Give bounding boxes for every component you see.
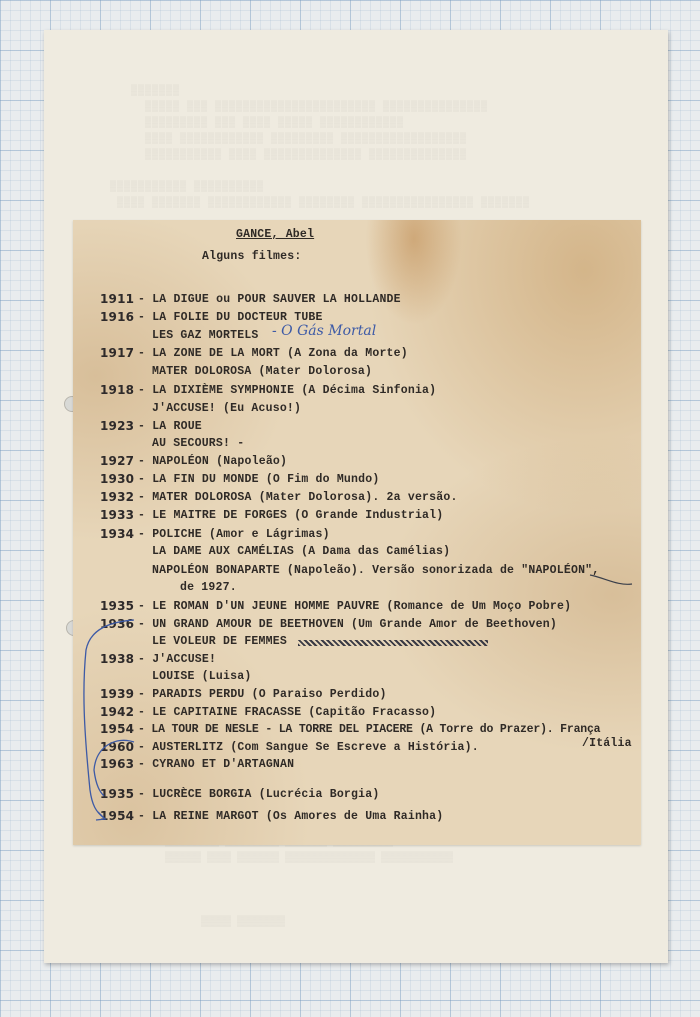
- entry-year: 1939: [100, 687, 135, 701]
- entry-year: 1942: [100, 705, 135, 719]
- entry-year: 1954: [100, 722, 135, 736]
- entry-title: LES GAZ MORTELS: [152, 329, 259, 342]
- entry-title: - LE MAITRE DE FORGES (O Grande Industrial): [138, 509, 444, 522]
- entry-title: - POLICHE (Amor e Lágrimas): [138, 528, 330, 541]
- entry-title: - NAPOLÉON (Napoleão): [138, 455, 288, 468]
- crease-mark: [590, 575, 632, 584]
- entry-title: MATER DOLOROSA (Mater Dolorosa): [152, 365, 373, 378]
- entry-year: 1954: [100, 809, 135, 823]
- document-subtitle: Alguns filmes:: [202, 250, 302, 263]
- entry-year: 1935: [100, 787, 135, 801]
- pen-arrowhead: [96, 812, 105, 820]
- entry-year: 1932: [100, 490, 135, 504]
- entry-title: - LUCRÈCE BORGIA (Lucrécia Borgia): [138, 788, 380, 801]
- entry-title: de 1927.: [180, 581, 237, 594]
- entry-title: J'ACCUSE! (Eu Acuso!): [152, 402, 302, 415]
- entry-year: 1911: [100, 292, 135, 306]
- document-title: GANCE, Abel: [236, 228, 315, 241]
- entry-title: - PARADIS PERDU (O Paraiso Perdido): [138, 688, 387, 701]
- entry-title: - AUSTERLITZ (Com Sangue Se Escreve a História).: [138, 741, 479, 754]
- entry-year: 1927: [100, 454, 135, 468]
- entry-title: - LE CAPITAINE FRACASSE (Capitão Fracasso): [138, 706, 437, 719]
- entry-title: - LA ROUE: [138, 420, 202, 433]
- handwritten-note: - O Gás Mortal: [272, 323, 377, 339]
- pen-arrow-line: [84, 620, 134, 818]
- entry-year: 1935: [100, 599, 135, 613]
- entry-title: - CYRANO ET D'ARTAGNAN: [138, 758, 295, 771]
- entry-title-continuation: /Itália: [582, 737, 632, 750]
- entry-year: 1923: [100, 419, 135, 433]
- entry-year: 1917: [100, 346, 135, 360]
- entry-year: 1934: [100, 527, 135, 541]
- entry-title: - LE ROMAN D'UN JEUNE HOMME PAUVRE (Romance de Um Moço Pobre): [138, 600, 572, 613]
- entry-year: 1960: [100, 740, 135, 754]
- faded-backing-text: ▒▒▒▒▒▒▒ ▒▒▒▒▒ ▒▒▒ ▒▒▒▒▒▒▒▒▒▒▒▒▒▒▒▒▒▒▒▒▒▒▒ ▒▒▒▒▒▒▒▒▒▒▒▒▒▒▒ ▒▒▒▒▒▒▒▒▒ ▒▒▒ ▒▒▒▒ ▒▒▒▒▒ ▒▒▒▒▒▒▒▒▒▒▒▒ ▒▒▒▒ ▒▒▒▒▒▒▒▒▒▒▒▒ ▒▒▒▒▒▒▒▒▒ ▒▒▒▒▒▒▒▒▒▒▒▒▒▒▒▒▒▒ ▒▒▒▒▒▒▒▒▒▒▒ ▒▒▒▒ ▒▒▒▒▒▒▒▒▒▒▒▒▒▒ ▒▒▒▒▒▒▒▒▒▒▒▒▒▒ ▒▒▒▒▒▒▒▒▒▒▒ ▒▒▒▒▒▒▒▒▒▒ ▒▒▒▒ ▒▒▒▒▒▒▒ ▒▒▒▒▒▒▒▒▒▒▒▒ ▒▒▒▒▒▒▒▒ ▒▒▒▒▒▒▒▒▒▒▒▒▒▒▒▒ ▒▒▒▒▒▒▒: [110, 86, 531, 209]
- pen-arrow-curl: [94, 740, 134, 796]
- entry-year: 1938: [100, 652, 135, 666]
- entry-year: 1930: [100, 472, 135, 486]
- entry-year: 1963: [100, 757, 135, 771]
- entry-title: - MATER DOLOROSA (Mater Dolorosa). 2a versão.: [138, 491, 458, 504]
- entry-title: - LA DIXIÈME SYMPHONIE (A Décima Sinfonia): [138, 384, 437, 397]
- entry-title: - LA ZONE DE LA MORT (A Zona da Morte): [138, 347, 408, 360]
- entry-title: - LA FOLIE DU DOCTEUR TUBE: [138, 311, 323, 324]
- entry-year: 1918: [100, 383, 135, 397]
- entry-title: AU SECOURS! -: [152, 437, 245, 450]
- entry-title: - LA REINE MARGOT (Os Amores de Uma Rainha): [138, 810, 444, 823]
- entry-title: - LA FIN DU MONDE (O Fim do Mundo): [138, 473, 380, 486]
- entry-title: - LA TOUR DE NESLE - LA TORRE DEL PIACERE (A Torre do Prazer). França: [138, 723, 601, 736]
- entry-year: 1916: [100, 310, 135, 324]
- entry-title: - J'ACCUSE!: [138, 653, 217, 666]
- entry-year: 1933: [100, 508, 135, 522]
- entry-title: - LA DIGUE ou POUR SAUVER LA HOLLANDE: [138, 293, 401, 306]
- entry-title: LE VOLEUR DE FEMMES: [152, 635, 287, 648]
- entry-title: - UN GRAND AMOUR DE BEETHOVEN (Um Grande Amor de Beethoven): [138, 618, 557, 631]
- entry-title: NAPOLÉON BONAPARTE (Napoleão). Versão sonorizada de "NAPOLÉON",: [152, 564, 600, 577]
- entry-title: LA DAME AUX CAMÉLIAS (A Dama das Camélias): [152, 545, 451, 558]
- faded-backing-text-bottom: ▒▒▒▒▒▒ ▒▒▒▒ ▒▒▒▒▒▒▒ ▒▒▒▒▒▒▒▒▒▒▒▒▒▒▒ ▒▒▒▒▒▒▒▒▒▒▒▒ ▒▒▒▒▒ ▒▒▒▒▒▒▒▒: [165, 853, 454, 928]
- entry-year: 1936: [100, 617, 135, 631]
- entry-title: LOUISE (Luisa): [152, 670, 252, 683]
